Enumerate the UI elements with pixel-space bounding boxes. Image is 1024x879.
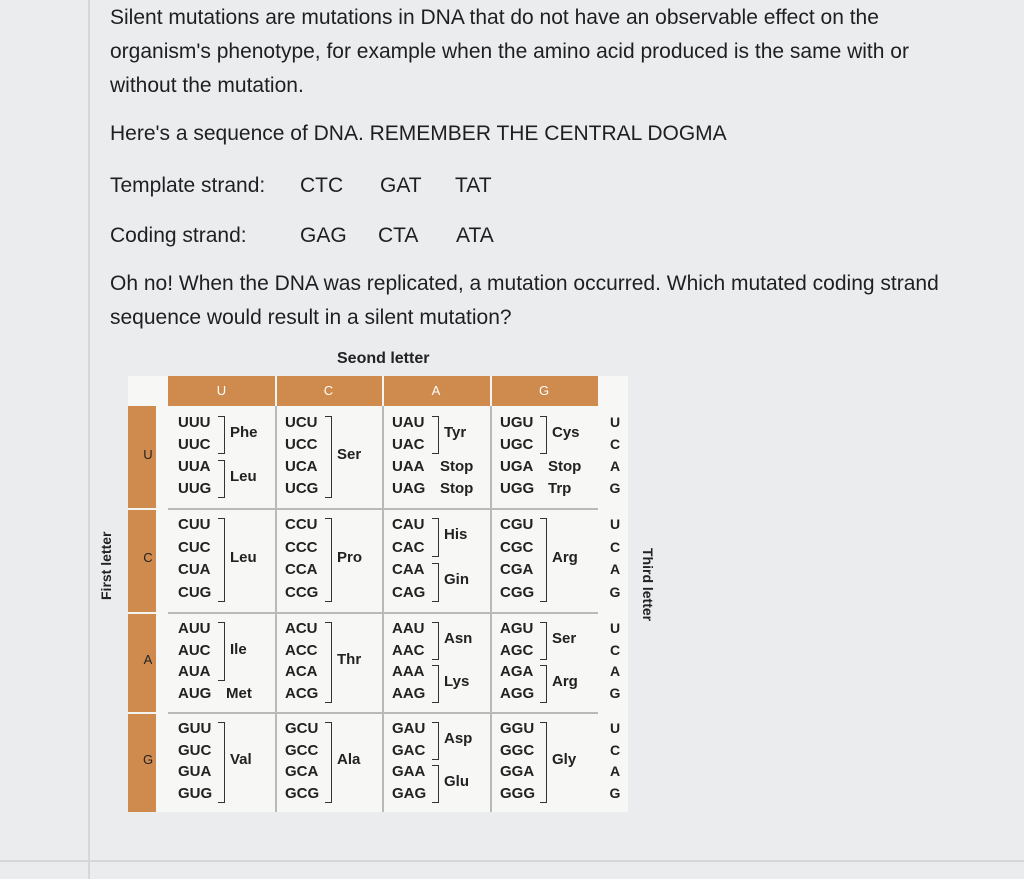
amino-acid-stop: Stop <box>548 458 582 475</box>
third-letter-u: U <box>609 720 621 736</box>
amino-acid-his: His <box>444 526 468 544</box>
column-divider <box>275 406 277 812</box>
codon-cag: CAG <box>392 583 426 601</box>
codon-bracket <box>432 416 439 454</box>
amino-acid-ile: Ile <box>230 640 247 658</box>
codon-uuu: UUU <box>178 414 211 431</box>
codon-agg: AGG <box>500 684 535 702</box>
column-divider <box>490 406 492 812</box>
codon-gag: GAG <box>392 784 427 802</box>
codon-uac: UAC <box>392 436 425 453</box>
amino-acid-lys: Lys <box>444 672 470 690</box>
amino-acid-val: Val <box>230 751 252 769</box>
codon-cgu: CGU <box>500 516 534 533</box>
amino-acid-ala: Ala <box>337 751 361 769</box>
codon-ggu: GGU <box>500 720 535 737</box>
codon-uua: UUA <box>178 458 211 475</box>
codon-cga: CGA <box>500 561 534 578</box>
template-codon-3: TAT <box>455 174 492 197</box>
amino-acid-leu: Leu <box>230 468 257 485</box>
codon-ggc: GGC <box>500 741 535 759</box>
codon-ggg: GGG <box>500 784 536 802</box>
codon-bracket <box>218 460 225 498</box>
question-line-2: sequence would result in a silent mutation? <box>110 306 512 329</box>
codon-cac: CAC <box>392 538 425 556</box>
codon-ucu: UCU <box>285 414 318 431</box>
codon-bracket <box>432 765 439 803</box>
third-letter-u: U <box>609 414 621 430</box>
third-letter-a: A <box>609 458 621 474</box>
codon-cca: CCA <box>285 561 318 578</box>
codon-guc: GUC <box>178 741 212 759</box>
first-letter-c: C <box>143 550 153 565</box>
codon-acc: ACC <box>285 641 318 659</box>
intro-line-2: organism's phenotype, for example when the amino acid produced is the same with or <box>110 40 909 63</box>
amino-acid-leu: Leu <box>230 548 257 566</box>
amino-acid-asn: Asn <box>444 629 473 647</box>
codon-uuc: UUC <box>178 436 211 453</box>
third-letter-label: Third letter <box>640 548 656 622</box>
amino-acid-stop: Stop <box>440 480 474 497</box>
codon-bracket <box>540 518 547 602</box>
template-codon-1: CTC <box>300 174 344 197</box>
codon-bracket <box>540 722 547 803</box>
intro-line-1: Silent mutations are mutations in DNA that do not have an observable effect on the <box>110 6 879 29</box>
codon-aga: AGA <box>500 663 534 680</box>
amino-acid-ser: Ser <box>337 446 362 463</box>
amino-acid-ser: Ser <box>552 629 577 647</box>
sidebar-divider <box>128 508 156 510</box>
third-letter-a: A <box>609 561 621 577</box>
amino-acid-stop: Stop <box>440 458 474 475</box>
codon-bracket <box>432 563 439 602</box>
coding-codon-1: GAG <box>300 224 347 247</box>
codon-bracket <box>540 416 547 454</box>
second-letter-u: U <box>216 383 227 398</box>
codon-bracket <box>432 665 439 703</box>
codon-aca: ACA <box>285 663 318 680</box>
second-letter-g: G <box>538 383 550 398</box>
codon-auu: AUU <box>178 620 211 637</box>
codon-uga: UGA <box>500 458 534 475</box>
codon-uag: UAG <box>392 480 426 497</box>
codon-cgg: CGG <box>500 583 535 601</box>
amino-acid-met: Met <box>226 684 252 702</box>
first-letter-a: A <box>143 652 153 667</box>
codon-uaa: UAA <box>392 458 425 475</box>
codon-cgc: CGC <box>500 538 534 556</box>
third-letter-u: U <box>609 516 621 532</box>
codon-aag: AAG <box>392 684 426 702</box>
codon-aaa: AAA <box>392 663 425 680</box>
first-letter-u: U <box>143 447 153 462</box>
question-line-1: Oh no! When the DNA was replicated, a mutation occurred. Which mutated coding strand <box>110 272 939 295</box>
codon-bracket <box>540 622 547 660</box>
codon-caa: CAA <box>392 561 425 578</box>
first-letter-label: First letter <box>98 531 114 600</box>
codon-aau: AAU <box>392 620 425 637</box>
third-letter-a: A <box>609 763 621 779</box>
codon-ucc: UCC <box>285 436 318 453</box>
codon-acg: ACG <box>285 684 319 702</box>
codon-aac: AAC <box>392 641 425 659</box>
codon-gac: GAC <box>392 741 426 759</box>
codon-aug: AUG <box>178 684 212 702</box>
codon-bracket <box>218 518 225 602</box>
codon-ccg: CCG <box>285 583 319 601</box>
codon-ccu: CCU <box>285 516 318 533</box>
second-letter-a: A <box>431 383 441 398</box>
bottom-line <box>0 860 1024 862</box>
codon-ugu: UGU <box>500 414 534 431</box>
codon-cuu: CUU <box>178 516 211 533</box>
codon-cua: CUA <box>178 561 211 578</box>
codon-ucg: UCG <box>285 480 319 497</box>
codon-bracket <box>218 722 225 803</box>
column-divider <box>382 406 384 812</box>
codon-agu: AGU <box>500 620 534 637</box>
margin-line <box>88 0 90 879</box>
codon-uca: UCA <box>285 458 318 475</box>
codon-gga: GGA <box>500 763 535 780</box>
codon-gug: GUG <box>178 784 213 802</box>
codon-uug: UUG <box>178 480 212 497</box>
amino-acid-cys: Cys <box>552 424 580 441</box>
codon-cau: CAU <box>392 516 425 533</box>
third-letter-a: A <box>609 663 621 679</box>
third-letter-c: C <box>609 436 621 452</box>
amino-acid-phe: Phe <box>230 424 258 441</box>
codon-bracket <box>432 722 439 760</box>
amino-acid-gin: Gin <box>444 571 469 589</box>
codon-bracket <box>325 722 332 803</box>
codon-bracket <box>218 622 225 681</box>
codon-auc: AUC <box>178 641 211 659</box>
amino-acid-arg: Arg <box>552 672 578 690</box>
codon-bracket <box>325 622 332 703</box>
header-separator <box>382 376 384 406</box>
template-strand-label: Template strand: <box>110 174 266 197</box>
codon-gua: GUA <box>178 763 212 780</box>
sidebar-divider <box>128 612 156 614</box>
codon-bracket <box>540 665 547 703</box>
codon-bracket <box>218 416 225 454</box>
codon-aua: AUA <box>178 663 211 680</box>
header-separator <box>275 376 277 406</box>
codon-gaa: GAA <box>392 763 426 780</box>
third-letter-c: C <box>609 741 621 758</box>
intro-line-3: without the mutation. <box>110 74 304 97</box>
codon-ugg: UGG <box>500 480 535 497</box>
third-letter-g: G <box>609 583 621 600</box>
coding-codon-3: ATA <box>456 224 494 247</box>
codon-cug: CUG <box>178 583 212 601</box>
codon-cuc: CUC <box>178 538 211 556</box>
amino-acid-gly: Gly <box>552 751 577 769</box>
codon-table-title: Seond letter <box>337 350 430 367</box>
codon-ccc: CCC <box>285 538 318 556</box>
first-letter-g: G <box>142 752 154 767</box>
third-letter-g: G <box>609 480 621 496</box>
codon-ugc: UGC <box>500 436 534 453</box>
sidebar-divider <box>128 712 156 714</box>
amino-acid-glu: Glu <box>444 772 469 790</box>
codon-gcu: GCU <box>285 720 319 737</box>
codon-gca: GCA <box>285 763 319 780</box>
central-dogma-line: Here's a sequence of DNA. REMEMBER THE CENTRAL DOGMA <box>110 122 727 145</box>
third-letter-g: G <box>609 684 621 701</box>
codon-agc: AGC <box>500 641 534 659</box>
codon-bracket <box>325 518 332 602</box>
third-letter-g: G <box>609 784 621 801</box>
second-letter-c: C <box>323 383 334 398</box>
template-codon-2: GAT <box>380 174 422 197</box>
third-letter-u: U <box>609 620 621 636</box>
codon-acu: ACU <box>285 620 318 637</box>
third-letter-c: C <box>609 641 621 658</box>
codon-uau: UAU <box>392 414 425 431</box>
codon-bracket <box>432 518 439 557</box>
codon-guu: GUU <box>178 720 212 737</box>
codon-bracket <box>432 622 439 660</box>
codon-gau: GAU <box>392 720 426 737</box>
header-separator <box>490 376 492 406</box>
codon-gcc: GCC <box>285 741 319 759</box>
third-letter-c: C <box>609 538 621 555</box>
codon-bracket <box>325 416 332 498</box>
codon-gcg: GCG <box>285 784 320 802</box>
amino-acid-trp: Trp <box>548 480 572 497</box>
coding-strand-label: Coding strand: <box>110 224 247 247</box>
amino-acid-arg: Arg <box>552 548 578 566</box>
amino-acid-asp: Asp <box>444 729 473 747</box>
amino-acid-pro: Pro <box>337 548 363 566</box>
amino-acid-tyr: Tyr <box>444 424 467 441</box>
coding-codon-2: CTA <box>378 224 419 247</box>
amino-acid-thr: Thr <box>337 651 362 669</box>
